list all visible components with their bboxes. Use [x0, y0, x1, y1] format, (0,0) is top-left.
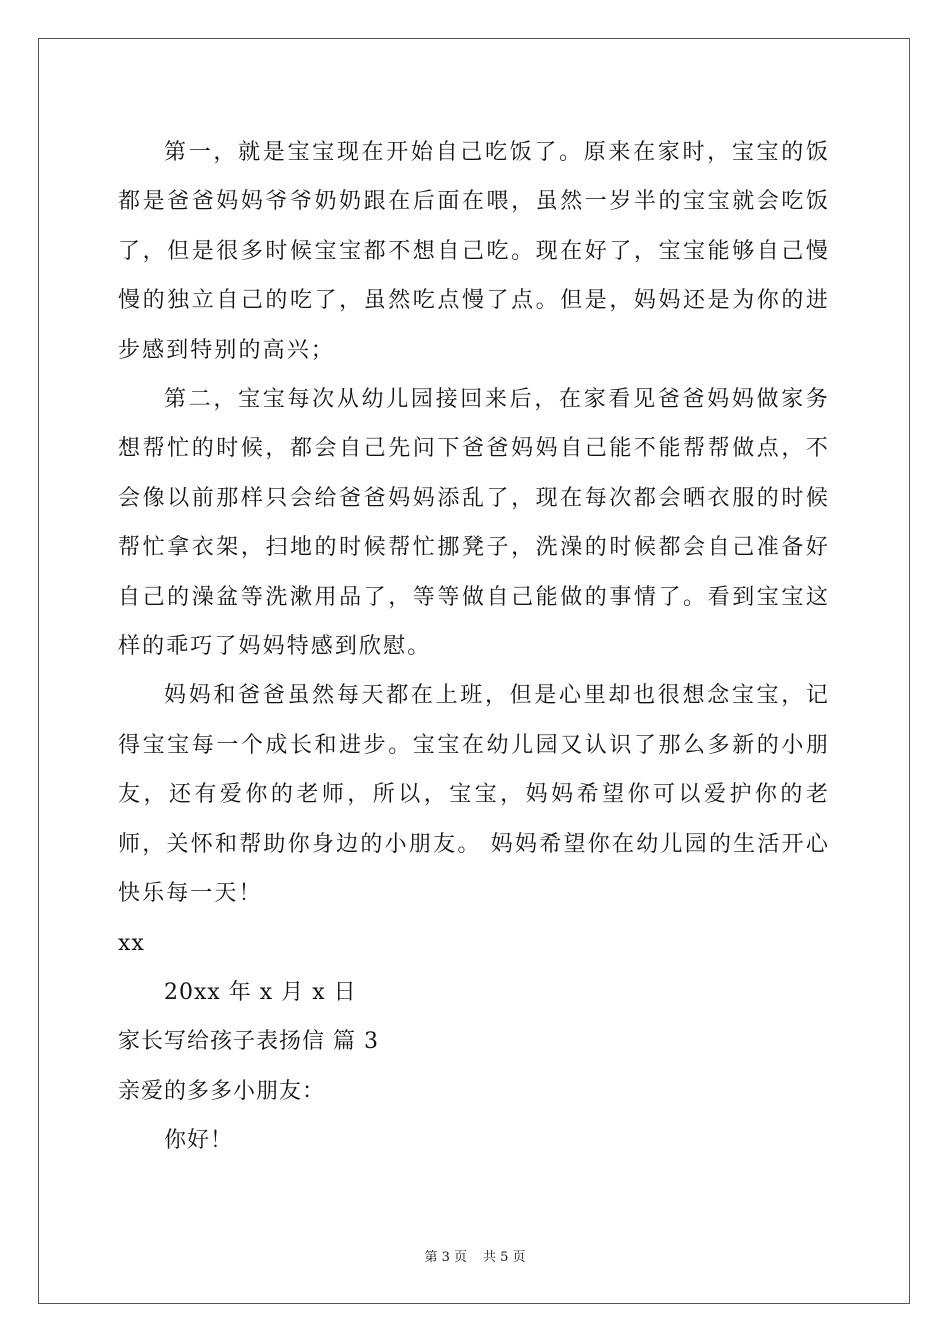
paragraph-first: 第一，就是宝宝现在开始自己吃饭了。原来在家时，宝宝的饭都是爸爸妈妈爷爷奶奶跟在后面在喂，虽然一岁半的宝宝就会吃饭了，但是很多时候宝宝都不想自己吃。现在好了，宝宝能够自己慢慢的独立自己的吃了，虽然吃点慢了点。但是，妈妈还是为你的进步感到特别的高兴；	[118, 140, 830, 363]
letter-date: 20xx 年 x 月 x 日	[164, 979, 357, 1005]
section-title: 家长写给孩子表扬信 篇 3	[118, 1029, 379, 1055]
page-footer	[0, 1246, 950, 1265]
page-number-total: 共 5 页	[483, 1250, 526, 1265]
page-number-current: 第 3 页	[424, 1250, 467, 1265]
paragraph-second: 第二，宝宝每次从幼儿园接回来后，在家看见爸爸妈妈做家务想帮忙的时候，都会自己先问下爸爸妈妈自己能不能帮帮做点，不会像以前那样只会给爸爸妈妈添乱了，现在每次都会晒衣服的时候帮忙拿衣架，扫地的时候帮忙挪凳子，洗澡的时候都会自己准备好自己的澡盆等洗漱用品了，等等做自己能做的事情了。看到宝宝这样的乖巧了妈妈特感到欣慰。	[118, 387, 830, 660]
paragraph-third: 妈妈和爸爸虽然每天都在上班，但是心里却也很想念宝宝，记得宝宝每一个成长和进步。宝宝在幼儿园又认识了那么多新的小朋友，还有爱你的老师，所以，宝宝，妈妈希望你可以爱护你的老师，关怀和帮助你身边的小朋友。 妈妈希望你在幼儿园的生活开心快乐每一天！	[118, 683, 830, 907]
salutation: 亲爱的多多小朋友：	[118, 1078, 326, 1104]
signature: xx	[118, 930, 145, 956]
greeting: 你好！	[164, 1128, 234, 1154]
document-body	[118, 128, 830, 1166]
